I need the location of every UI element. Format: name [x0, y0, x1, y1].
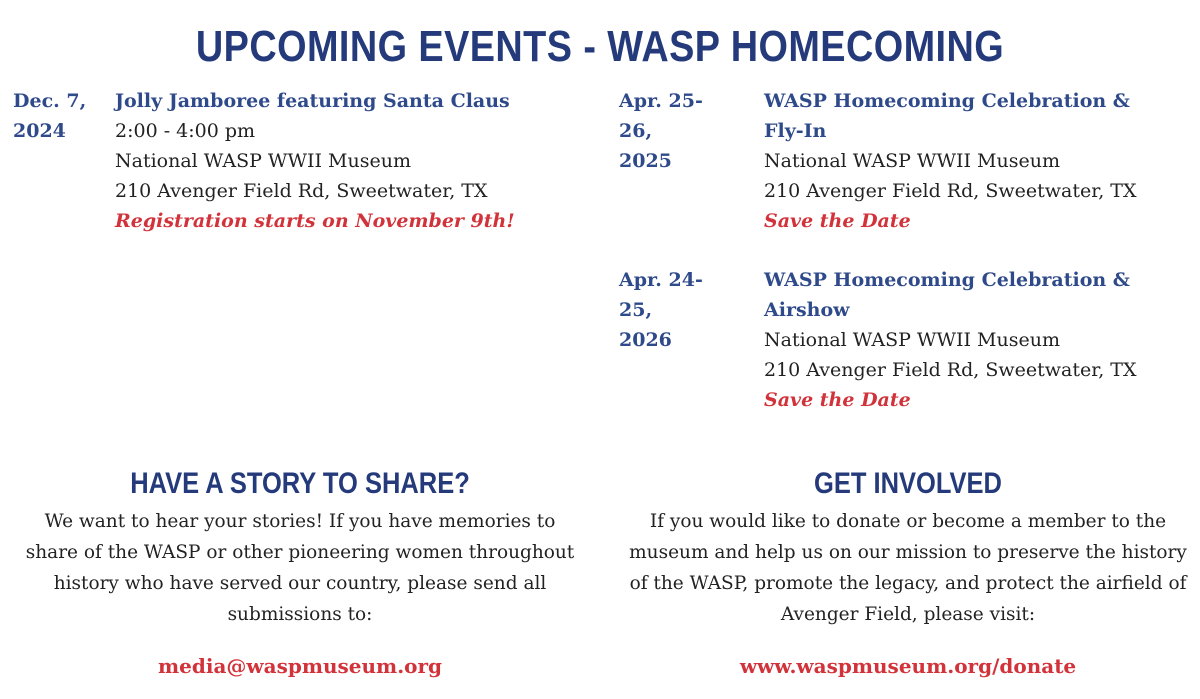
event-details: [115, 86, 595, 236]
event-date-year: 2026: [619, 329, 672, 351]
story-text: We want to hear your stories! If you have memories to share of the WASP or other pioneering women throughout history who have served our country, please send all submissions to:: [25, 511, 575, 625]
page-title: UPCOMING EVENTS - WASP HOMECOMING: [195, 22, 1005, 71]
story-heading: HAVE A STORY TO SHARE?: [130, 467, 470, 500]
event-details: [764, 86, 1184, 236]
involved-section: [608, 466, 1200, 678]
event-name-continued: Airshow: [764, 299, 850, 321]
event-venue: National WASP WWII Museum: [115, 150, 411, 172]
event-address: 210 Avenger Field Rd, Sweetwater, TX: [764, 359, 1137, 381]
involved-heading: GET INVOLVED: [814, 467, 1002, 500]
event-venue: National WASP WWII Museum: [764, 150, 1060, 172]
event-time: 2:00 - 4:00 pm: [115, 120, 256, 142]
event-note: Registration starts on November 9th!: [115, 210, 515, 232]
event-date-year: 2024: [13, 120, 66, 142]
story-email-link[interactable]: media@waspmuseum.org: [157, 654, 443, 678]
event-address: 210 Avenger Field Rd, Sweetwater, TX: [764, 180, 1137, 202]
event-date: [13, 86, 123, 146]
event-name: WASP Homecoming Celebration &: [764, 269, 1130, 291]
event-date-day: Apr. 25-26,: [619, 90, 703, 142]
event-name-continued: Fly-In: [764, 120, 827, 142]
event-name: WASP Homecoming Celebration &: [764, 90, 1130, 112]
event-date-day: Apr. 24-25,: [619, 269, 703, 321]
event-date: [619, 86, 729, 176]
story-section: [10, 466, 590, 678]
event-note: Save the Date: [764, 210, 911, 232]
event-date-day: Dec. 7,: [13, 90, 87, 112]
event-date: [619, 265, 729, 355]
involved-text: If you would like to donate or become a member to the museum and help us on our mission to preserve the history of the WASP, promote the legacy, and protect the airfield of Avenger Field, please visit:: [629, 511, 1187, 625]
event-name: Jolly Jamboree featuring Santa Claus: [115, 90, 510, 112]
event-address: 210 Avenger Field Rd, Sweetwater, TX: [115, 180, 488, 202]
event-note: Save the Date: [764, 389, 911, 411]
event-details: [764, 265, 1184, 415]
event-date-year: 2025: [619, 150, 672, 172]
donate-link[interactable]: www.waspmuseum.org/donate: [739, 654, 1077, 678]
event-venue: National WASP WWII Museum: [764, 329, 1060, 351]
